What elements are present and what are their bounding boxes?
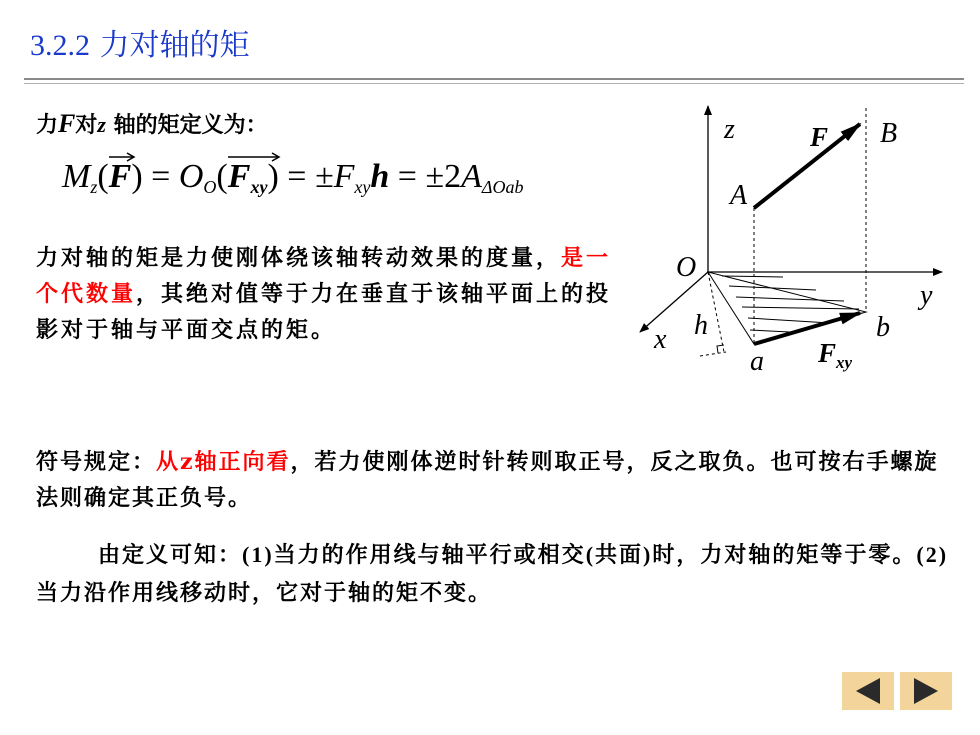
label-A: A [730,180,748,211]
title-divider-thin [24,83,964,84]
section-number: 3.2.2 [30,29,90,62]
label-F: F [810,122,829,152]
label-O: O [676,252,697,283]
triangle-left-icon [842,672,894,710]
section-title: 力对轴的矩 [99,28,250,63]
vector-F: F [109,158,132,196]
previous-slide-button[interactable] [842,672,894,710]
z-axis-direction-highlight: 从z轴正向看 [156,449,291,475]
label-x: x [654,324,667,355]
label-y: y [920,280,933,311]
algebraic-quantity-highlight: 是一个代数量 [36,245,612,307]
label-B: B [880,118,898,149]
force-symbol: F [58,109,76,138]
vector-Fxy: $F_{xy}$ [228,158,268,198]
label-h: h [694,310,708,341]
next-slide-button[interactable] [900,672,952,710]
definition-paragraph: 力对轴的矩是力使刚体绕该轴转动效果的度量，是一个代数量，其绝对值等于力在垂直于该轴平面上的投影对于轴与平面交点的矩。 [36,245,612,343]
slide-title [30,20,250,64]
label-Fxy: $F_{xy}$ [818,338,853,372]
force-vector-Fxy [754,313,860,344]
vector-arrow-icon [109,152,135,162]
vector-arrow-icon [228,152,280,162]
force-vector-F [754,124,860,208]
title-divider [24,78,964,80]
triangle-right-icon [900,672,952,710]
conclusion-paragraph: 由定义可知：(1)当力的作用线与轴平行或相交(共面)时，力对轴的矩等于零。(2)当力沿作用线移动时，它对于轴的矩不变。 [36,542,949,606]
label-a: a [750,346,764,377]
sign-convention-paragraph: 符号规定：从z轴正向看，若力使刚体逆时针转则取正号，反之取负。也可按右手螺旋法则确定其正负号。 [36,449,939,511]
label-b: b [876,312,890,343]
definition-line: 力F对z 轴的矩定义为： [36,109,268,138]
label-z: z [724,114,735,145]
moment-formula: $M_z$( $F) = O_O$( $F_{xy}) = \pm F_{xy}h = \pm 2A_{\Delta Oab}$ [62,158,524,198]
axis-symbol: z [97,112,106,137]
moment-about-axis-diagram [630,100,960,390]
